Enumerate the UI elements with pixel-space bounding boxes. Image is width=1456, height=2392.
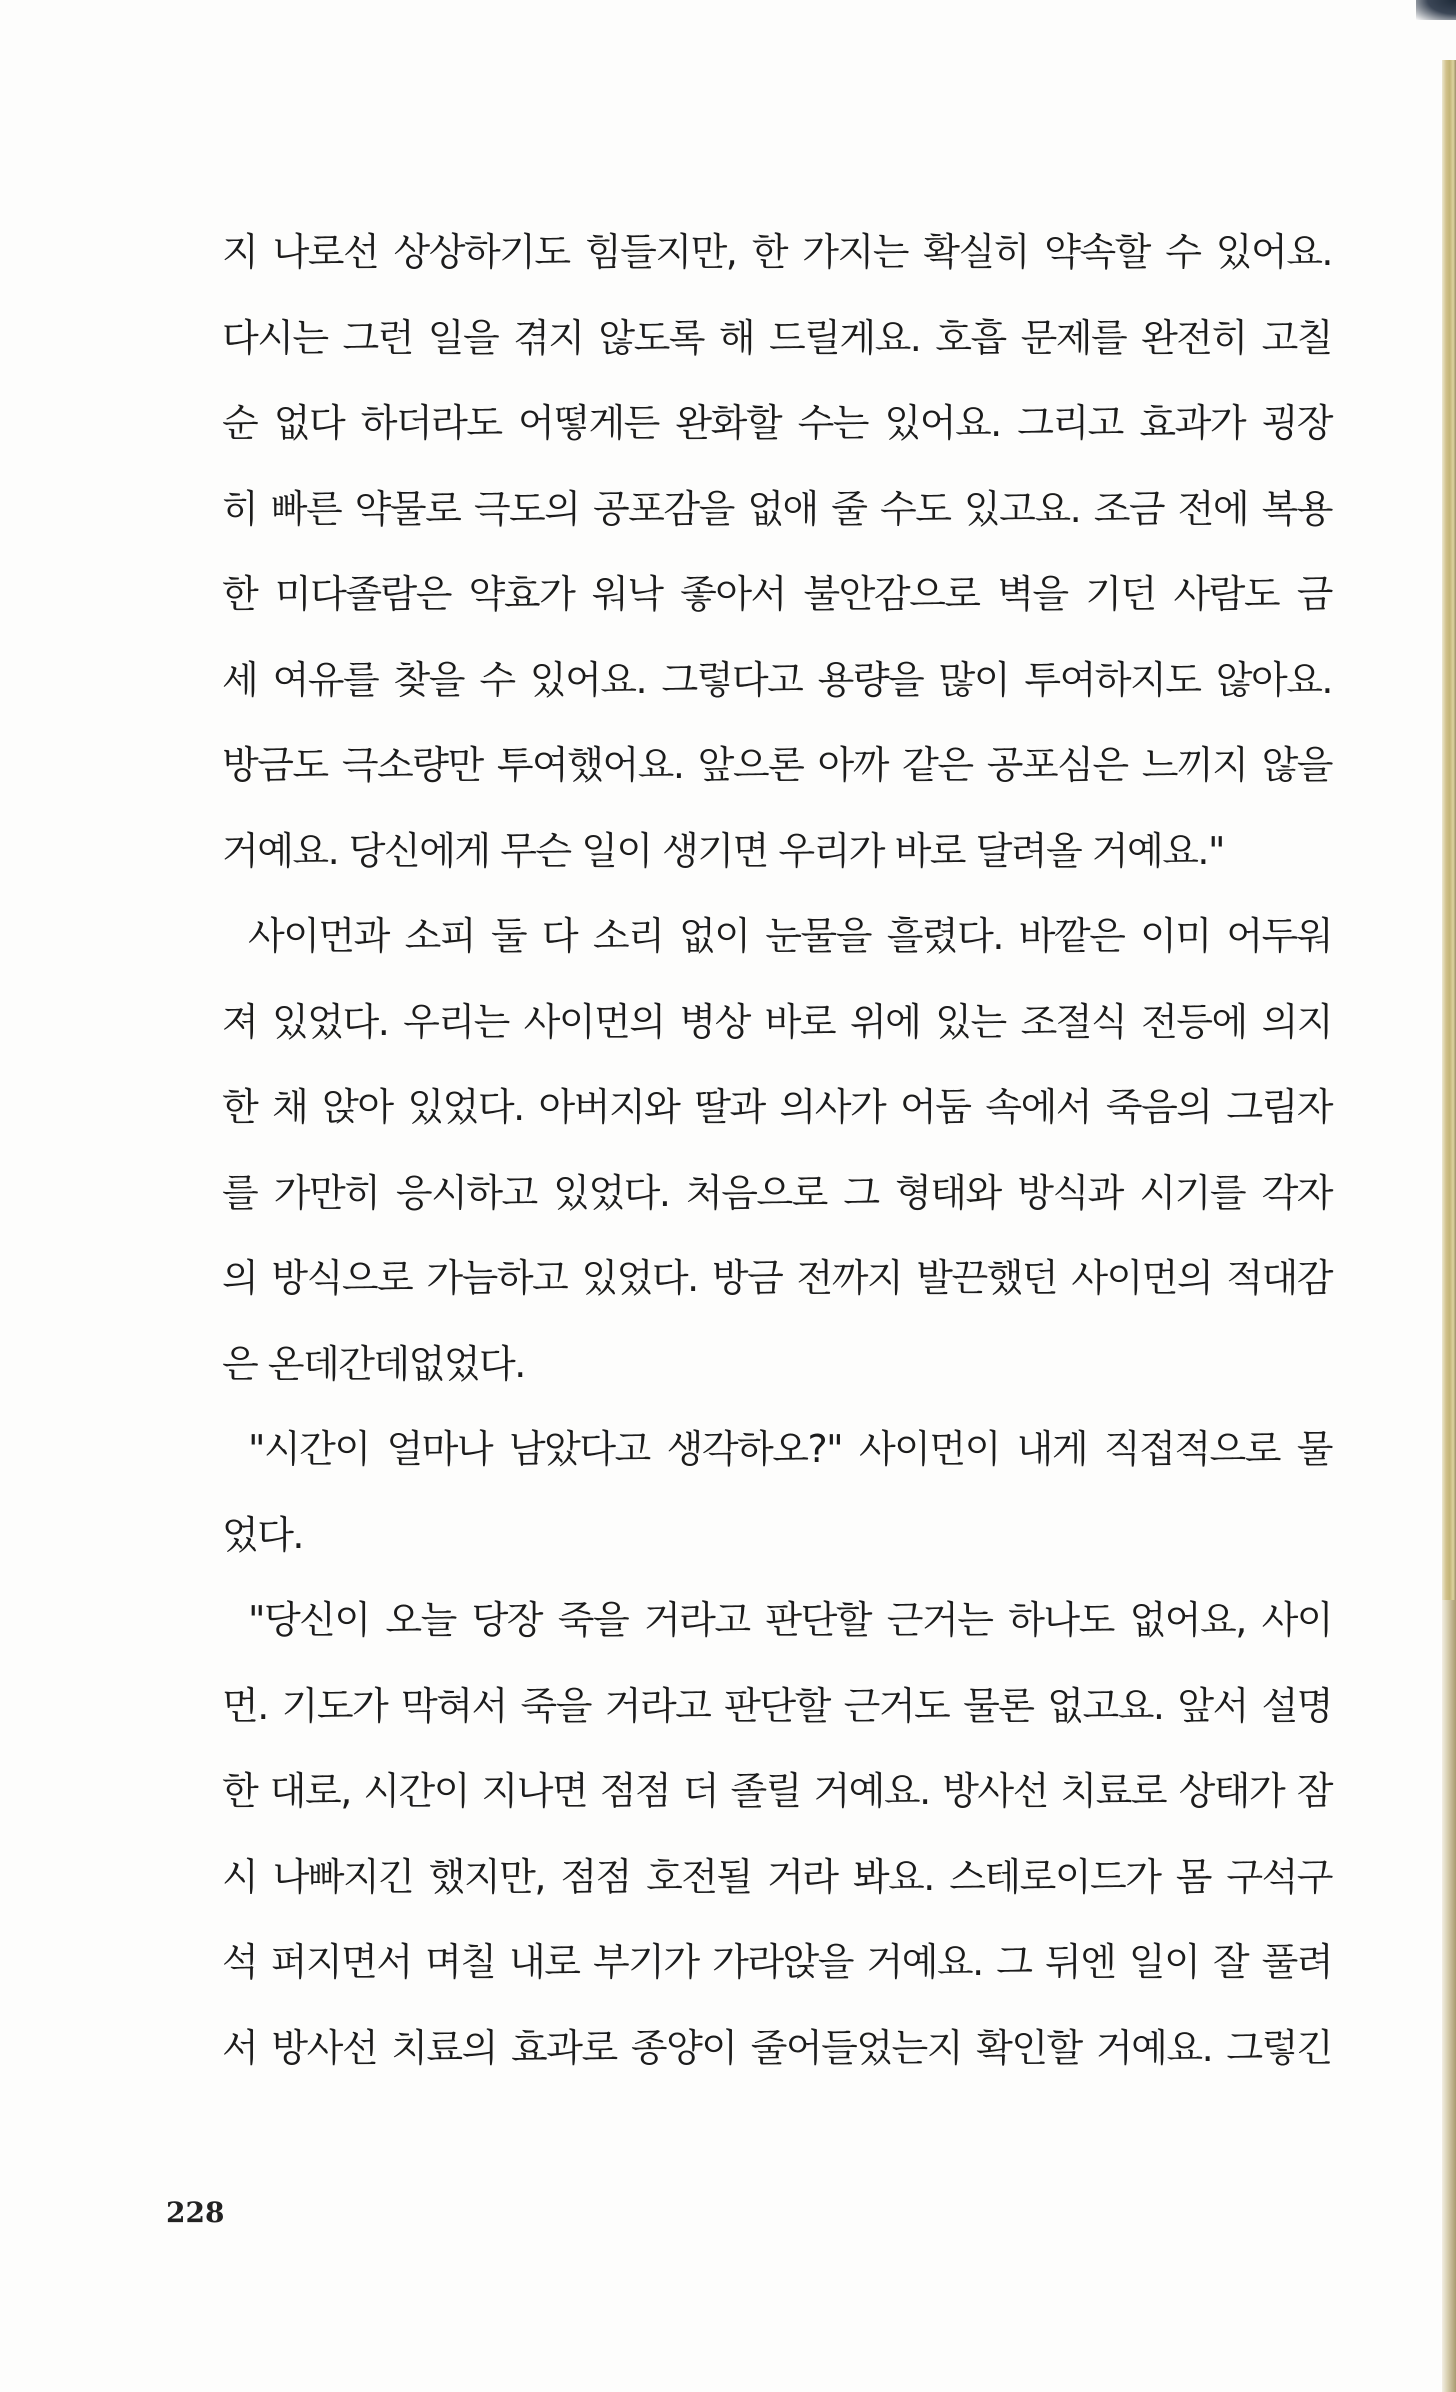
- page-edge-lower: [1442, 1600, 1456, 2392]
- text-line: 져 있었다. 우리는 사이먼의 병상 바로 위에 있는 조절식 전등에 의지: [222, 999, 1332, 1044]
- text-line: 시 나빠지긴 했지만, 점점 호전될 거라 봐요. 스테로이드가 몸 구석구: [222, 1854, 1332, 1899]
- text-line: 다시는 그런 일을 겪지 않도록 해 드릴게요. 호흡 문제를 완전히 고칠: [222, 315, 1332, 360]
- text-line: "시간이 얼마나 남았다고 생각하오?" 사이먼이 내게 직접적으로 물: [248, 1427, 1332, 1471]
- text-line: 한 대로, 시간이 지나면 점점 더 졸릴 거예요. 방사선 치료로 상태가 잠: [222, 1769, 1332, 1813]
- text-line: 히 빠른 약물로 극도의 공포감을 없애 줄 수도 있고요. 조금 전에 복용: [222, 486, 1332, 531]
- corner-shadow: [1416, 0, 1456, 20]
- text-line: 순 없다 하더라도 어떻게든 완화할 수는 있어요. 그리고 효과가 굉장: [222, 401, 1332, 445]
- page-number: 228: [166, 2196, 225, 2229]
- text-line: 거예요. 당신에게 무슨 일이 생기면 우리가 바로 달려올 거예요.": [222, 828, 1224, 873]
- text-line: 한 미다졸람은 약효가 워낙 좋아서 불안감으로 벽을 기던 사람도 금: [222, 572, 1332, 616]
- text-line: 었다.: [222, 1512, 303, 1557]
- text-line: "당신이 오늘 당장 죽을 거라고 판단할 근거는 하나도 없어요, 사이: [248, 1598, 1332, 1642]
- text-line: 석 퍼지면서 며칠 내로 부기가 가라앉을 거예요. 그 뒤엔 일이 잘 풀려: [222, 1940, 1332, 1984]
- text-line: 지 나로선 상상하기도 힘들지만, 한 가지는 확실히 약속할 수 있어요.: [222, 230, 1332, 274]
- text-line: 사이먼과 소피 둘 다 소리 없이 눈물을 흘렸다. 바깥은 이미 어두워: [248, 914, 1332, 958]
- text-line: 한 채 앉아 있었다. 아버지와 딸과 의사가 어둠 속에서 죽음의 그림자: [222, 1085, 1332, 1129]
- text-line: 를 가만히 응시하고 있었다. 처음으로 그 형태와 방식과 시기를 각자: [222, 1170, 1332, 1215]
- text-line: 은 온데간데없었다.: [222, 1341, 525, 1386]
- body-text: [222, 222, 1332, 2103]
- text-line: 방금도 극소량만 투여했어요. 앞으론 아까 같은 공포심은 느끼지 않을: [222, 743, 1332, 787]
- text-line: 먼. 기도가 막혀서 죽을 거라고 판단할 근거도 물론 없고요. 앞서 설명: [222, 1683, 1332, 1728]
- text-line: 서 방사선 치료의 효과로 종양이 줄어들었는지 확인할 거예요. 그렇긴: [222, 2025, 1332, 2070]
- text-line: 세 여유를 찾을 수 있어요. 그렇다고 용량을 많이 투여하지도 않아요.: [222, 657, 1332, 702]
- text-line: 의 방식으로 가늠하고 있었다. 방금 전까지 발끈했던 사이먼의 적대감: [222, 1256, 1332, 1300]
